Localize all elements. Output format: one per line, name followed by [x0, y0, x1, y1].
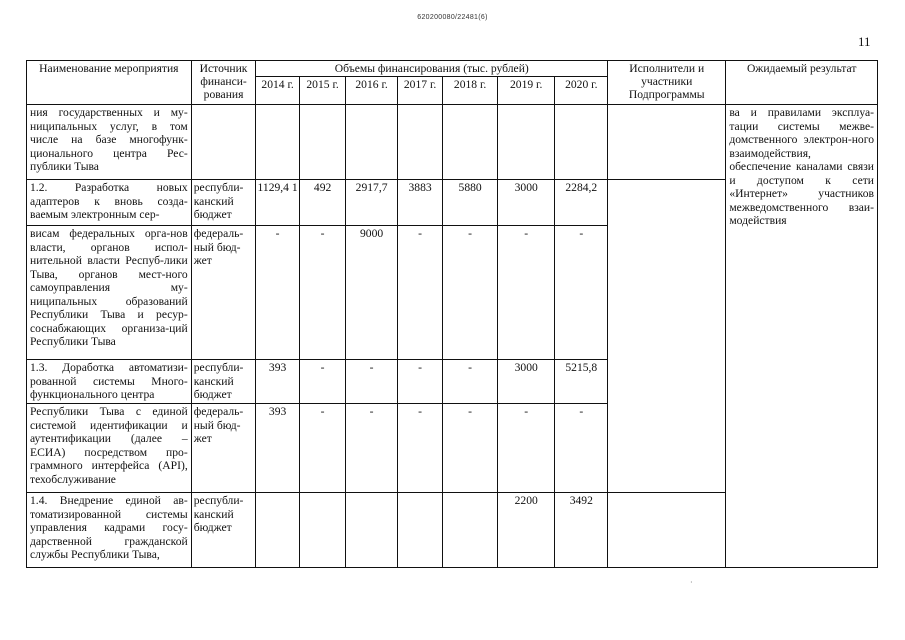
header-volumes: Объемы финансирования (тыс. рублей): [256, 61, 608, 77]
row-source: республи-канский бюджет: [191, 360, 256, 404]
cell-value: -: [497, 226, 555, 360]
cell-value: -: [299, 360, 345, 404]
row-source: республи-канский бюджет: [191, 493, 256, 568]
cell-value: 3000: [497, 360, 555, 404]
cell-value: 2284,2: [555, 180, 608, 226]
cell-value: [299, 493, 345, 568]
document-id: 620200080/22481(6): [417, 14, 488, 21]
row-source: республи-канский бюджет: [191, 180, 256, 226]
row-executors: [608, 493, 726, 568]
cell-value: -: [299, 404, 345, 493]
cell-value: -: [497, 404, 555, 493]
expected-result: ва и правилами эксплуа-тации системы межве-домственного электрон-ного взаимодействия, обеспечение каналами связи и доступом к сети «Интернет» участников межведомственного взаи-модействия: [726, 105, 878, 568]
cell-value: -: [443, 226, 498, 360]
header-result: Ожидаемый результат: [726, 61, 878, 105]
cell-value: [443, 493, 498, 568]
cell-value: -: [256, 226, 299, 360]
cell-value: -: [346, 404, 398, 493]
row-name: Республики Тыва с единой системой идентификации и аутентификации (далее – ЕСИА) посредством про-граммного интерфейса (API), техобслуживание: [27, 404, 192, 493]
cell-value: -: [346, 360, 398, 404]
header-source: Источник финанси-рования: [191, 61, 256, 105]
header-year: 2015 г.: [299, 77, 345, 105]
cell-value: -: [555, 404, 608, 493]
cell-value: 1129,4 1: [256, 180, 299, 226]
cell-value: -: [397, 360, 442, 404]
cell-value: [346, 493, 398, 568]
header-year: 2016 г.: [346, 77, 398, 105]
cell-value: 3492: [555, 493, 608, 568]
cell-value: 3883: [397, 180, 442, 226]
header-executors: Исполнители и участники Подпрограммы: [608, 61, 726, 105]
header-year: 2020 г.: [555, 77, 608, 105]
header-year: 2019 г.: [497, 77, 555, 105]
row-executors: [608, 180, 726, 493]
row-source: федераль-ный бюд-жет: [191, 404, 256, 493]
cell-value: 492: [299, 180, 345, 226]
page-number: 11: [858, 34, 871, 49]
cell-value: -: [299, 226, 345, 360]
row-source: федераль-ный бюд-жет: [191, 226, 256, 360]
cell-value: 9000: [346, 226, 398, 360]
cell-value: 5215,8: [555, 360, 608, 404]
cell-value: 393: [256, 360, 299, 404]
header-year: 2014 г.: [256, 77, 299, 105]
cell-value: -: [397, 404, 442, 493]
header-year: 2018 г.: [443, 77, 498, 105]
cell-value: -: [397, 226, 442, 360]
cell-value: 393: [256, 404, 299, 493]
cell-value: 2200: [497, 493, 555, 568]
cell-value: [256, 493, 299, 568]
row-name: 1.2. Разработка новых адаптеров к вновь созда-ваемым электронным сер-: [27, 180, 192, 226]
financing-table: [26, 60, 878, 568]
header-year: 2017 г.: [397, 77, 442, 105]
scan-mark: ·: [690, 578, 693, 587]
row-name: ния государственных и му-ниципальных услуг, в том числе на базе многофунк-ционального центра Рес-публики Тыва: [27, 105, 192, 180]
row-name: 1.4. Внедрение единой ав-томатизированной системы управления кадрами госу-дарственной гражданской службы Республики Тыва,: [27, 493, 192, 568]
row-source: [191, 105, 256, 180]
cell-value: -: [443, 404, 498, 493]
table-row: [27, 105, 878, 180]
cell-value: 3000: [497, 180, 555, 226]
row-name: висам федеральных орга-нов власти, органов испол-нительной власти Респуб-лики Тыва, органов мест-ного самоуправления му-ниципальных образований Республики Тыва и ресур-соснабжающих организа-ций Республики Тыва: [27, 226, 192, 360]
row-name: 1.3. Доработка автоматизи-рованной системы Много-функционального центра: [27, 360, 192, 404]
header-name: Наименование мероприятия: [27, 61, 192, 105]
cell-value: -: [555, 226, 608, 360]
cell-value: 2917,7: [346, 180, 398, 226]
row-executors: [608, 105, 726, 180]
cell-value: 5880: [443, 180, 498, 226]
cell-value: [397, 493, 442, 568]
cell-value: -: [443, 360, 498, 404]
